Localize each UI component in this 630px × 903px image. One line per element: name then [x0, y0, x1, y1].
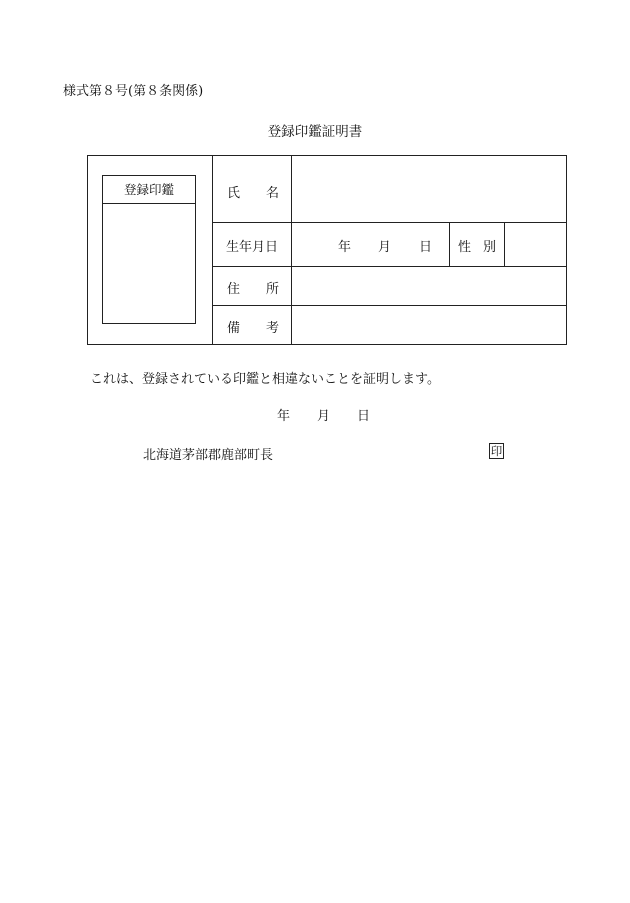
remarks-label: 考	[266, 321, 280, 336]
remarks-field[interactable]	[293, 307, 565, 343]
sex-field[interactable]	[506, 224, 565, 265]
table-divider	[212, 305, 567, 306]
remarks-label: 備	[227, 321, 241, 336]
name-label: 氏	[227, 186, 241, 201]
table-divider	[212, 222, 567, 223]
issue-month-label: 月	[317, 409, 331, 424]
sex-label: 性	[458, 240, 472, 255]
table-divider	[212, 155, 213, 345]
sex-label: 別	[483, 240, 497, 255]
name-field[interactable]	[293, 157, 565, 221]
seal-mark: 印	[490, 444, 503, 458]
name-label: 名	[266, 186, 280, 201]
registered-seal-label: 登録印鑑	[103, 176, 195, 204]
table-divider	[291, 155, 292, 345]
form-number: 様式第８号(第８条関係)	[63, 84, 204, 99]
certification-statement: これは、登録されている印鑑と相違ないことを証明します。	[90, 372, 440, 387]
issue-year-label: 年	[277, 409, 291, 424]
birth-year-label: 年	[338, 240, 352, 255]
address-label: 所	[266, 282, 280, 297]
address-label: 住	[227, 282, 241, 297]
address-field[interactable]	[293, 268, 565, 304]
issuer-name: 北海道茅部郡鹿部町長	[143, 448, 274, 463]
table-divider	[212, 266, 567, 267]
birthdate-label: 生年月日	[226, 240, 279, 255]
birth-month-label: 月	[378, 240, 392, 255]
issue-day-label: 日	[357, 409, 371, 424]
table-divider	[449, 222, 450, 266]
registered-seal-box	[102, 175, 196, 324]
table-divider	[504, 222, 505, 266]
birth-day-label: 日	[419, 240, 433, 255]
page-title: 登録印鑑証明書	[267, 124, 363, 140]
